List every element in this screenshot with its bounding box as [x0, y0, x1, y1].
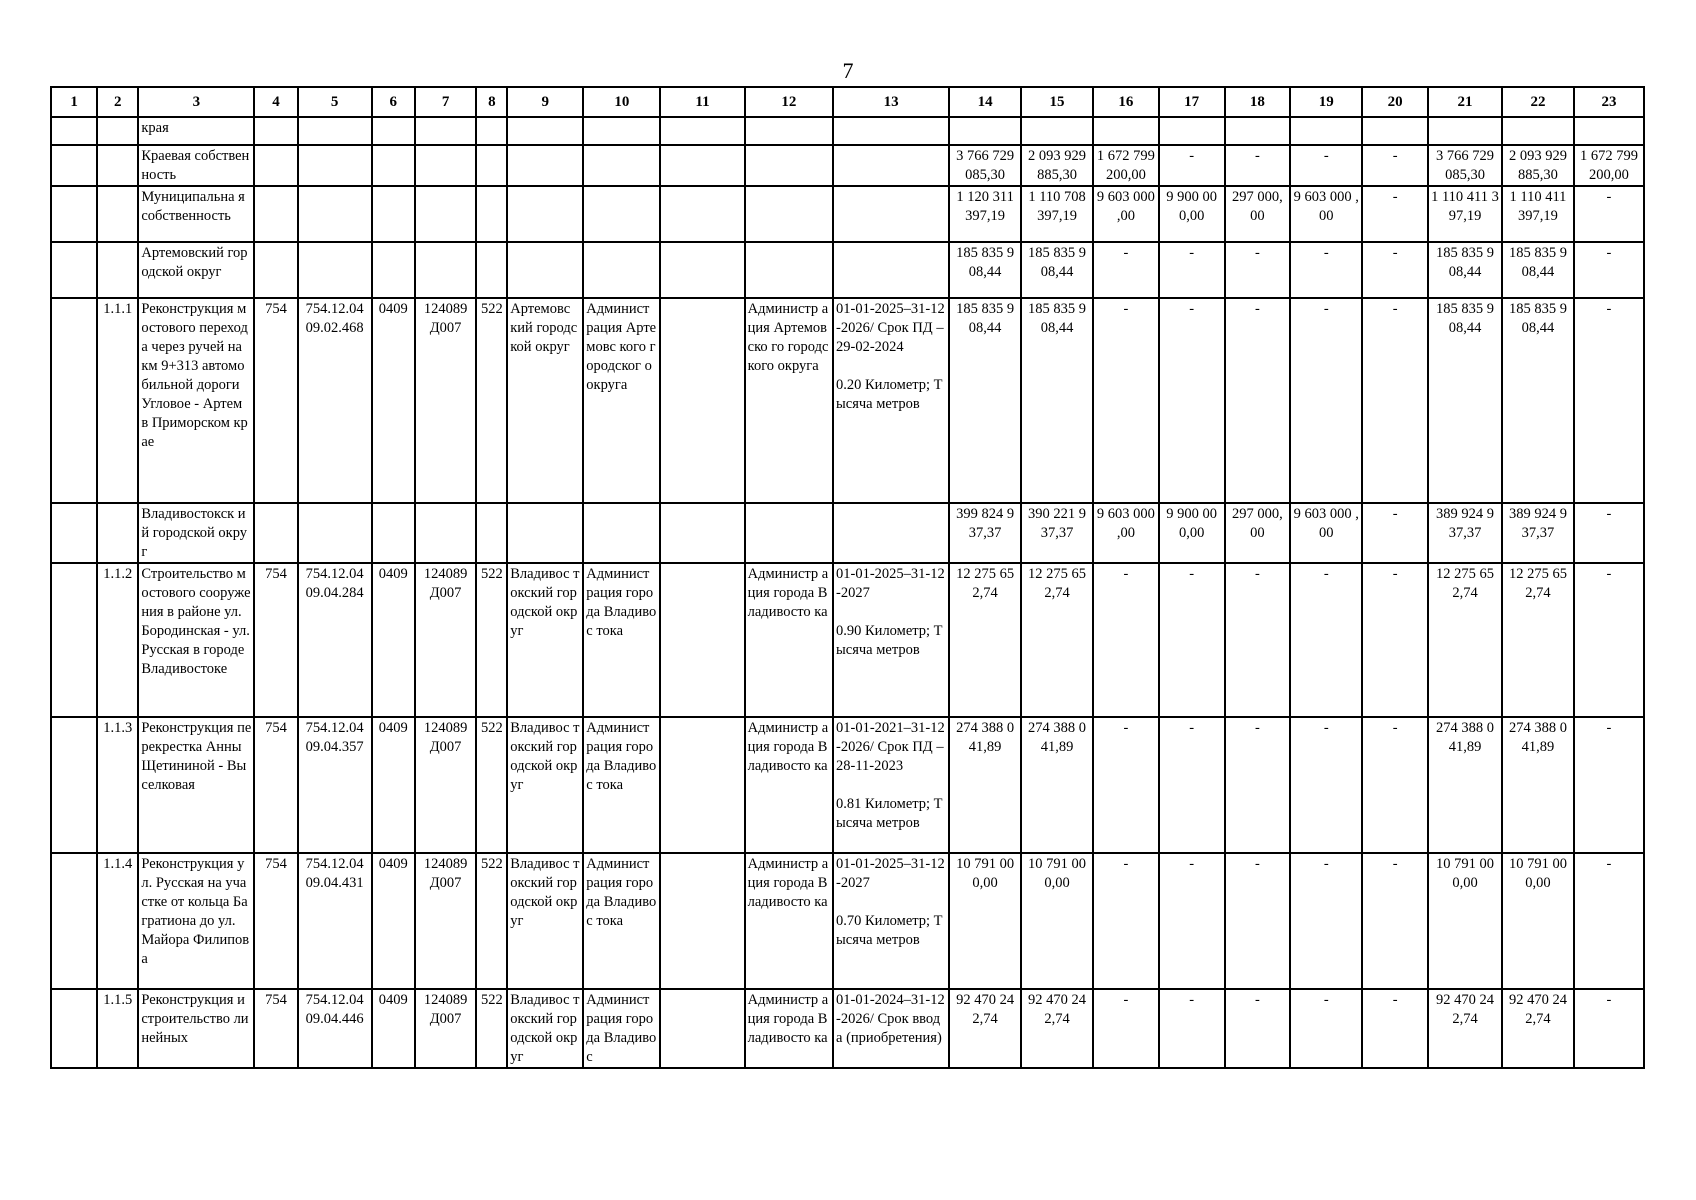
table-cell-col-16: -	[1093, 853, 1159, 989]
table-cell-col-6: 0409	[372, 298, 415, 503]
table-cell-col-3: Муниципальна я собственность	[138, 186, 254, 242]
table-cell-col-4: 754	[254, 298, 297, 503]
table-cell-col-9	[507, 186, 583, 242]
table-cell-col-20	[1362, 117, 1428, 145]
table-cell-col-9: Владивос токский городской округ	[507, 717, 583, 853]
table-cell-col-7	[415, 145, 477, 186]
table-cell-col-6	[372, 145, 415, 186]
table-cell-col-21: 185 835 9 08,44	[1428, 242, 1502, 298]
table-cell-col-12	[745, 145, 833, 186]
table-cell-col-16: 9 603 000 ,00	[1093, 503, 1159, 563]
header-cell: 8	[476, 87, 507, 117]
table-cell-col-15: 274 388 0 41,89	[1021, 717, 1093, 853]
table-cell-col-1	[51, 242, 97, 298]
table-cell-col-19: -	[1290, 145, 1362, 186]
table-cell-col-10	[583, 186, 660, 242]
table-cell-col-18: -	[1225, 298, 1291, 503]
table-cell-col-11	[660, 117, 744, 145]
table-cell-col-19: -	[1290, 298, 1362, 503]
table-cell-col-8	[476, 145, 507, 186]
table-cell-col-1	[51, 989, 97, 1068]
table-row	[51, 117, 1644, 145]
table-cell-col-8: 522	[476, 563, 507, 717]
table-cell-col-22: 10 791 00 0,00	[1502, 853, 1574, 989]
table-cell-col-2: 1.1.4	[97, 853, 138, 989]
table-cell-col-7: 124089 Д007	[415, 717, 477, 853]
table-cell-col-22	[1502, 117, 1574, 145]
table-cell-col-16	[1093, 117, 1159, 145]
table-cell-col-23: -	[1574, 242, 1644, 298]
table-cell-col-1	[51, 563, 97, 717]
table-cell-col-3: Реконструкция перекрестка Анны Щетининой - Выселковая	[138, 717, 254, 853]
table-cell-col-20: -	[1362, 563, 1428, 717]
table-cell-col-4	[254, 186, 297, 242]
table-cell-col-4	[254, 503, 297, 563]
table-cell-col-3: Артемовский городской округ	[138, 242, 254, 298]
table-cell-col-1	[51, 503, 97, 563]
table-cell-col-23: -	[1574, 298, 1644, 503]
table-cell-col-9: Владивос токский городской округ	[507, 989, 583, 1068]
table-cell-col-21: 10 791 00 0,00	[1428, 853, 1502, 989]
table-cell-col-6	[372, 186, 415, 242]
table-cell-col-21: 389 924 9 37,37	[1428, 503, 1502, 563]
table-cell-col-12: Администр ация города Владивосто ка	[745, 717, 833, 853]
table-cell-col-16: 9 603 000 ,00	[1093, 186, 1159, 242]
table-cell-col-21: 92 470 24 2,74	[1428, 989, 1502, 1068]
table-cell-col-4: 754	[254, 717, 297, 853]
table-cell-col-15: 2 093 929 885,30	[1021, 145, 1093, 186]
table-cell-col-17: -	[1159, 242, 1225, 298]
table-cell-col-2	[97, 186, 138, 242]
header-cell: 7	[415, 87, 477, 117]
table-cell-col-7	[415, 503, 477, 563]
table-cell-col-9	[507, 145, 583, 186]
table-cell-col-19: -	[1290, 242, 1362, 298]
table-cell-col-21: 274 388 0 41,89	[1428, 717, 1502, 853]
table-cell-col-3: Реконструкция и строительство линейных	[138, 989, 254, 1068]
table-row	[51, 503, 1644, 563]
table-cell-col-10: Админист рация Артемовс кого городског о округа	[583, 298, 660, 503]
table-cell-col-7: 124089 Д007	[415, 563, 477, 717]
table-cell-col-14: 185 835 9 08,44	[949, 298, 1021, 503]
table-cell-col-17: -	[1159, 717, 1225, 853]
table-cell-col-19: 9 603 000 ,00	[1290, 186, 1362, 242]
table-cell-col-1	[51, 117, 97, 145]
table-cell-col-5	[298, 186, 372, 242]
table-cell-col-22: 1 110 411 397,19	[1502, 186, 1574, 242]
table-cell-col-8	[476, 186, 507, 242]
table-cell-col-7: 124089 Д007	[415, 989, 477, 1068]
table-cell-col-14	[949, 117, 1021, 145]
header-cell: 13	[833, 87, 949, 117]
table-cell-col-13: 01-01-2025–31-12-2027 0.90 Километр; Тысяча метров	[833, 563, 949, 717]
table-cell-col-14: 3 766 729 085,30	[949, 145, 1021, 186]
table-cell-col-20: -	[1362, 298, 1428, 503]
header-cell: 6	[372, 87, 415, 117]
table-cell-col-2: 1.1.3	[97, 717, 138, 853]
table-cell-col-13	[833, 503, 949, 563]
table-cell-col-9	[507, 117, 583, 145]
table-row	[51, 242, 1644, 298]
table-cell-col-11	[660, 145, 744, 186]
table-cell-col-13	[833, 242, 949, 298]
table-cell-col-11	[660, 503, 744, 563]
table-cell-col-22: 92 470 24 2,74	[1502, 989, 1574, 1068]
table-cell-col-6	[372, 242, 415, 298]
table-cell-col-23: -	[1574, 503, 1644, 563]
table-cell-col-17: -	[1159, 563, 1225, 717]
table-cell-col-21: 12 275 65 2,74	[1428, 563, 1502, 717]
table-cell-col-3: края	[138, 117, 254, 145]
table-cell-col-10	[583, 242, 660, 298]
table-cell-col-10: Админист рация города Владивос тока	[583, 563, 660, 717]
table-cell-col-17: -	[1159, 298, 1225, 503]
table-cell-col-11	[660, 298, 744, 503]
table-cell-col-17: -	[1159, 989, 1225, 1068]
table-cell-col-22: 274 388 0 41,89	[1502, 717, 1574, 853]
table-cell-col-1	[51, 853, 97, 989]
table-cell-col-12: Администр ация города Владивосто ка	[745, 989, 833, 1068]
table-row	[51, 563, 1644, 717]
header-cell: 11	[660, 87, 744, 117]
header-row	[51, 87, 1644, 117]
table-row	[51, 145, 1644, 186]
table-cell-col-15: 12 275 65 2,74	[1021, 563, 1093, 717]
header-cell: 14	[949, 87, 1021, 117]
table-cell-col-19: 9 603 000 ,00	[1290, 503, 1362, 563]
table-cell-col-4: 754	[254, 563, 297, 717]
table-cell-col-18: -	[1225, 853, 1291, 989]
table-cell-col-20: -	[1362, 503, 1428, 563]
table-cell-col-14: 274 388 0 41,89	[949, 717, 1021, 853]
table-cell-col-19: -	[1290, 563, 1362, 717]
table-row	[51, 298, 1644, 503]
table-cell-col-23: -	[1574, 853, 1644, 989]
table-cell-col-9	[507, 242, 583, 298]
table-cell-col-11	[660, 853, 744, 989]
table-row	[51, 717, 1644, 853]
table-cell-col-7	[415, 242, 477, 298]
table-cell-col-12	[745, 117, 833, 145]
table-cell-col-12: Администр ация города Владивосто ка	[745, 853, 833, 989]
table-cell-col-10	[583, 117, 660, 145]
page-number: 7	[842, 58, 854, 83]
table-cell-col-6	[372, 503, 415, 563]
table-cell-col-13: 01-01-2021–31-12-2026/ Срок ПД – 28-11-2023 0.81 Километр; Тысяча метров	[833, 717, 949, 853]
table-row	[51, 186, 1644, 242]
table-cell-col-1	[51, 186, 97, 242]
table-cell-col-14: 185 835 9 08,44	[949, 242, 1021, 298]
header-cell: 17	[1159, 87, 1225, 117]
table-cell-col-20: -	[1362, 717, 1428, 853]
table-cell-col-6: 0409	[372, 563, 415, 717]
table-cell-col-14: 12 275 65 2,74	[949, 563, 1021, 717]
table-cell-col-15: 1 110 708 397,19	[1021, 186, 1093, 242]
table-cell-col-8: 522	[476, 989, 507, 1068]
table-cell-col-6: 0409	[372, 989, 415, 1068]
table-cell-col-5	[298, 503, 372, 563]
table-cell-col-3: Строительство мостового сооружения в районе ул. Бородинская - ул. Русская в городе Владивостоке	[138, 563, 254, 717]
table-cell-col-18: -	[1225, 145, 1291, 186]
table-cell-col-13	[833, 145, 949, 186]
table-cell-col-10	[583, 503, 660, 563]
table-cell-col-19: -	[1290, 853, 1362, 989]
table-cell-col-15: 185 835 9 08,44	[1021, 298, 1093, 503]
data-table	[50, 86, 1645, 1069]
table-cell-col-5: 754.12.04 09.04.431	[298, 853, 372, 989]
table-cell-col-18: 297 000, 00	[1225, 503, 1291, 563]
table-cell-col-15: 10 791 00 0,00	[1021, 853, 1093, 989]
header-cell: 2	[97, 87, 138, 117]
table-cell-col-11	[660, 186, 744, 242]
table-cell-col-5: 754.12.04 09.04.284	[298, 563, 372, 717]
table-cell-col-16: -	[1093, 242, 1159, 298]
table-cell-col-4	[254, 117, 297, 145]
table-cell-col-2	[97, 242, 138, 298]
table-cell-col-5	[298, 145, 372, 186]
table-cell-col-10: Админист рация города Владивос	[583, 989, 660, 1068]
table-cell-col-21: 3 766 729 085,30	[1428, 145, 1502, 186]
table-cell-col-15: 185 835 9 08,44	[1021, 242, 1093, 298]
table-cell-col-22: 185 835 9 08,44	[1502, 298, 1574, 503]
table-cell-col-1	[51, 145, 97, 186]
table-cell-col-7: 124089 Д007	[415, 298, 477, 503]
table-cell-col-2	[97, 117, 138, 145]
table-cell-col-10	[583, 145, 660, 186]
table-cell-col-16: -	[1093, 717, 1159, 853]
table-cell-col-22: 389 924 9 37,37	[1502, 503, 1574, 563]
table-body	[51, 117, 1644, 1068]
table-cell-col-23: 1 672 799 200,00	[1574, 145, 1644, 186]
table-cell-col-14: 10 791 00 0,00	[949, 853, 1021, 989]
table-cell-col-8: 522	[476, 298, 507, 503]
table-cell-col-4: 754	[254, 989, 297, 1068]
header-cell: 3	[138, 87, 254, 117]
table-cell-col-21: 1 110 411 397,19	[1428, 186, 1502, 242]
table-cell-col-14: 399 824 9 37,37	[949, 503, 1021, 563]
table-cell-col-4	[254, 145, 297, 186]
header-cell: 4	[254, 87, 297, 117]
table-cell-col-9: Артемовс кий городской округ	[507, 298, 583, 503]
table-cell-col-5: 754.12.04 09.04.446	[298, 989, 372, 1068]
table-cell-col-18	[1225, 117, 1291, 145]
table-cell-col-3: Реконструкция мостового перехода через ручей на км 9+313 автомобильной дороги Угловое - Артем в Приморском крае	[138, 298, 254, 503]
table-cell-col-7: 124089 Д007	[415, 853, 477, 989]
table-cell-col-19	[1290, 117, 1362, 145]
table-cell-col-20: -	[1362, 186, 1428, 242]
header-cell: 22	[1502, 87, 1574, 117]
table-cell-col-18: -	[1225, 989, 1291, 1068]
table-cell-col-14: 1 120 311 397,19	[949, 186, 1021, 242]
table-cell-col-13: 01-01-2025–31-12-2027 0.70 Километр; Тысяча метров	[833, 853, 949, 989]
table-cell-col-1	[51, 717, 97, 853]
table-cell-col-8	[476, 242, 507, 298]
table-cell-col-3: Владивостокск ий городской округ	[138, 503, 254, 563]
header-cell: 15	[1021, 87, 1093, 117]
table-cell-col-23: -	[1574, 717, 1644, 853]
table-cell-col-22: 12 275 65 2,74	[1502, 563, 1574, 717]
table-cell-col-18: 297 000, 00	[1225, 186, 1291, 242]
table-cell-col-2	[97, 145, 138, 186]
table-cell-col-22: 2 093 929 885,30	[1502, 145, 1574, 186]
table-cell-col-4: 754	[254, 853, 297, 989]
table-cell-col-8	[476, 117, 507, 145]
header-cell: 12	[745, 87, 833, 117]
table-cell-col-8: 522	[476, 853, 507, 989]
table-cell-col-13: 01-01-2024–31-12-2026/ Срок ввода (приобретения)	[833, 989, 949, 1068]
table-cell-col-12	[745, 242, 833, 298]
table-cell-col-7	[415, 186, 477, 242]
table-cell-col-11	[660, 989, 744, 1068]
table-row	[51, 853, 1644, 989]
table-cell-col-3: Краевая собственность	[138, 145, 254, 186]
table-cell-col-16: -	[1093, 989, 1159, 1068]
table-cell-col-12	[745, 503, 833, 563]
table-cell-col-2: 1.1.5	[97, 989, 138, 1068]
table-cell-col-5	[298, 117, 372, 145]
table-cell-col-10: Админист рация города Владивос тока	[583, 853, 660, 989]
table-cell-col-6: 0409	[372, 717, 415, 853]
table-cell-col-20: -	[1362, 145, 1428, 186]
table-cell-col-22: 185 835 9 08,44	[1502, 242, 1574, 298]
header-cell: 16	[1093, 87, 1159, 117]
header-cell: 21	[1428, 87, 1502, 117]
header-cell: 19	[1290, 87, 1362, 117]
table-cell-col-12	[745, 186, 833, 242]
table-cell-col-6	[372, 117, 415, 145]
table-cell-col-12: Администр ация города Владивосто ка	[745, 563, 833, 717]
header-cell: 18	[1225, 87, 1291, 117]
table-cell-col-23: -	[1574, 989, 1644, 1068]
table-cell-col-21	[1428, 117, 1502, 145]
table-cell-col-17	[1159, 117, 1225, 145]
table-cell-col-10: Админист рация города Владивос тока	[583, 717, 660, 853]
table-cell-col-23: -	[1574, 186, 1644, 242]
table-cell-col-1	[51, 298, 97, 503]
table-cell-col-16: 1 672 799 200,00	[1093, 145, 1159, 186]
header-cell: 5	[298, 87, 372, 117]
table-cell-col-13	[833, 186, 949, 242]
table-cell-col-8	[476, 503, 507, 563]
table-cell-col-14: 92 470 24 2,74	[949, 989, 1021, 1068]
header-cell: 9	[507, 87, 583, 117]
table-cell-col-19: -	[1290, 989, 1362, 1068]
table-cell-col-5: 754.12.04 09.02.468	[298, 298, 372, 503]
table-cell-col-4	[254, 242, 297, 298]
table-cell-col-16: -	[1093, 298, 1159, 503]
table-cell-col-17: -	[1159, 145, 1225, 186]
table-cell-col-2: 1.1.2	[97, 563, 138, 717]
table-cell-col-6: 0409	[372, 853, 415, 989]
table-cell-col-7	[415, 117, 477, 145]
table-cell-col-15	[1021, 117, 1093, 145]
header-cell: 20	[1362, 87, 1428, 117]
table-cell-col-13: 01-01-2025–31-12-2026/ Срок ПД – 29-02-2024 0.20 Километр; Тысяча метров	[833, 298, 949, 503]
table-cell-col-3: Реконструкция ул. Русская на участке от кольца Багратиона до ул. Майора Филипова	[138, 853, 254, 989]
header-cell: 1	[51, 87, 97, 117]
table-cell-col-20: -	[1362, 242, 1428, 298]
table-cell-col-2	[97, 503, 138, 563]
table-cell-col-9: Владивос токский городской округ	[507, 563, 583, 717]
table-cell-col-9: Владивос токский городской округ	[507, 853, 583, 989]
table-cell-col-18: -	[1225, 242, 1291, 298]
table-cell-col-17: 9 900 00 0,00	[1159, 503, 1225, 563]
table-cell-col-11	[660, 563, 744, 717]
table-cell-col-15: 390 221 9 37,37	[1021, 503, 1093, 563]
table-row	[51, 989, 1644, 1068]
table-cell-col-8: 522	[476, 717, 507, 853]
table-cell-col-17: 9 900 00 0,00	[1159, 186, 1225, 242]
table-cell-col-20: -	[1362, 853, 1428, 989]
header-cell: 23	[1574, 87, 1644, 117]
table-cell-col-19: -	[1290, 717, 1362, 853]
table-cell-col-2: 1.1.1	[97, 298, 138, 503]
table-cell-col-5	[298, 242, 372, 298]
table-cell-col-12: Администр ация Артемовско го городского округа	[745, 298, 833, 503]
table-cell-col-17: -	[1159, 853, 1225, 989]
table-cell-col-23	[1574, 117, 1644, 145]
table-cell-col-20: -	[1362, 989, 1428, 1068]
table-cell-col-5: 754.12.04 09.04.357	[298, 717, 372, 853]
table-cell-col-11	[660, 717, 744, 853]
table-cell-col-23: -	[1574, 563, 1644, 717]
header-cell: 10	[583, 87, 660, 117]
table-cell-col-16: -	[1093, 563, 1159, 717]
table-cell-col-15: 92 470 24 2,74	[1021, 989, 1093, 1068]
table-cell-col-18: -	[1225, 717, 1291, 853]
table-cell-col-13	[833, 117, 949, 145]
table-cell-col-18: -	[1225, 563, 1291, 717]
table-cell-col-9	[507, 503, 583, 563]
table-cell-col-11	[660, 242, 744, 298]
table-cell-col-21: 185 835 9 08,44	[1428, 298, 1502, 503]
